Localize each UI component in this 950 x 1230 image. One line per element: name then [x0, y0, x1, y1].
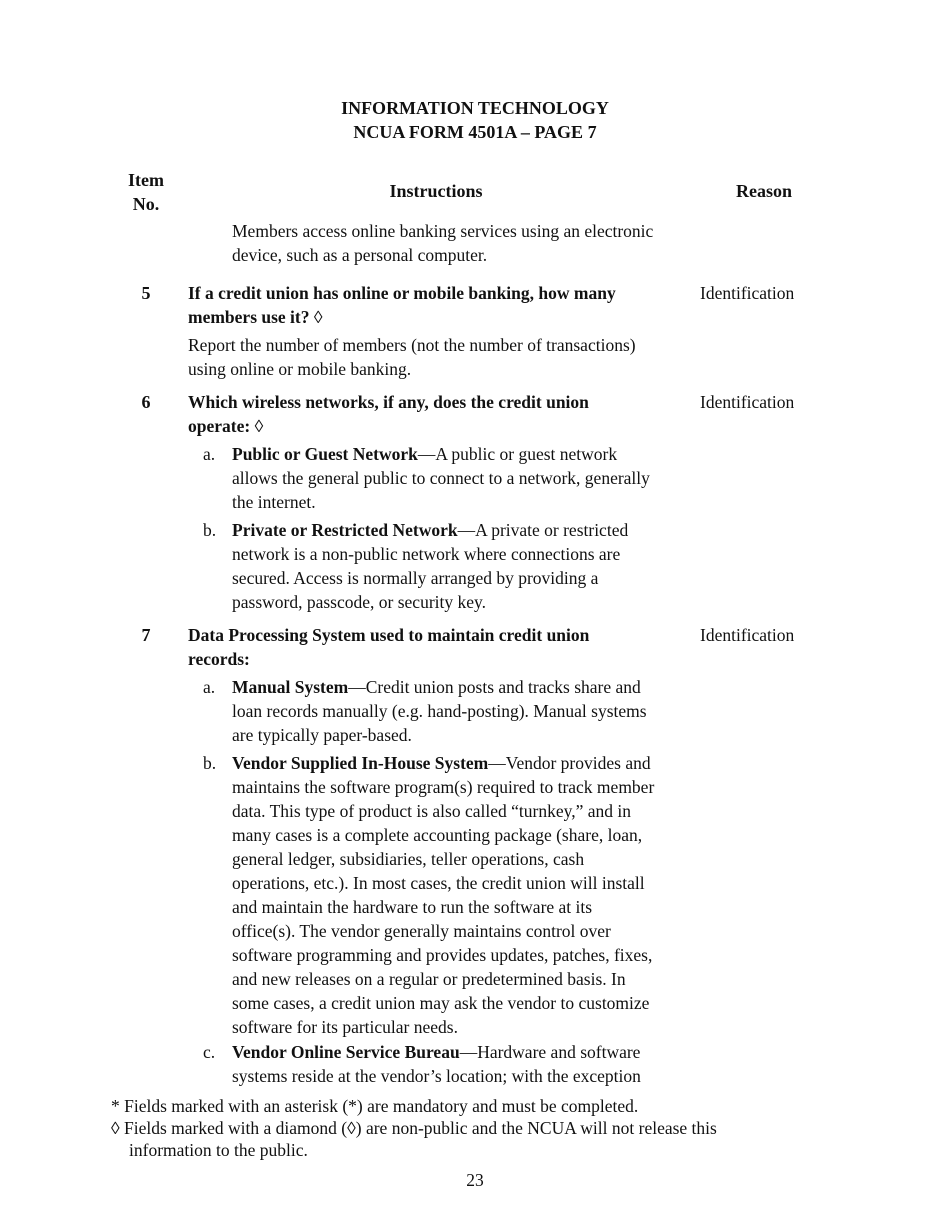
footnote-asterisk: * Fields marked with an asterisk (*) are mandatory and must be completed. [111, 1096, 639, 1116]
item-7-a-term: Manual System [232, 677, 349, 697]
item-7-b-term: Vendor Supplied In-House System [232, 753, 489, 773]
column-header-instructions: Instructions [389, 181, 483, 201]
item-7-reason: Identification [700, 625, 795, 645]
item-7-b-line: operations, etc.). In most cases, the credit union will install [232, 873, 645, 893]
item-7-a-line: loan records manually (e.g. hand-posting). Manual systems [232, 701, 647, 721]
column-header-item-line1: Item [128, 170, 164, 190]
item-7-b-line: office(s). The vendor generally maintains control over [232, 921, 611, 941]
item-7-b-line: many cases is a complete accounting package (share, loan, [232, 825, 643, 845]
item-7-b-line: some cases, a credit union may ask the vendor to customize [232, 993, 650, 1013]
item-7-a-letter: a. [203, 677, 216, 697]
item-5-description-line: Report the number of members (not the number of transactions) [188, 335, 636, 355]
item-6-a-letter: a. [203, 444, 216, 464]
item-7-a-line: are typically paper-based. [232, 725, 412, 745]
item-7-question [188, 623, 589, 671]
page-number: 23 [466, 1170, 484, 1190]
item-7-c-line: —Hardware and software [459, 1042, 641, 1062]
item-6-reason: Identification [700, 392, 795, 412]
item-6-a-line: the internet. [232, 492, 316, 512]
item-7-c-text [232, 1040, 641, 1088]
footnote-diamond-line1: ◊ Fields marked with a diamond (◊) are non-public and the NCUA will not release this [111, 1118, 717, 1138]
item-7-c-line: systems reside at the vendor’s location; with the exception [232, 1066, 641, 1086]
continuation-line: device, such as a personal computer. [232, 245, 488, 265]
item-7-b-line: software programming and provides updates, patches, fixes, [232, 945, 653, 965]
item-6-b-term: Private or Restricted Network [232, 520, 458, 540]
item-7-b-line: and maintain the hardware to run the software at its [232, 897, 593, 917]
item-6-b-line: network is a non-public network where connections are [232, 544, 621, 564]
item-7-a-text [232, 675, 647, 747]
item-6-a-line: allows the general public to connect to a network, generally [232, 468, 650, 488]
item-7-b-text [232, 751, 654, 1039]
item-7-b-letter: b. [203, 753, 217, 773]
item-5-description-line: using online or mobile banking. [188, 359, 412, 379]
item-7-question-line: records: [188, 649, 250, 669]
item-7-c-term: Vendor Online Service Bureau [232, 1042, 460, 1062]
item-5-question [188, 281, 616, 329]
item-7-number: 7 [141, 625, 151, 645]
column-header-reason: Reason [736, 181, 793, 201]
page-title-line1: INFORMATION TECHNOLOGY [341, 98, 609, 118]
item-7-c-letter: c. [203, 1042, 216, 1062]
continuation-text [232, 219, 653, 267]
item-7-b-line: data. This type of product is also called “turnkey,” and in [232, 801, 631, 821]
item-5-number: 5 [141, 283, 151, 303]
item-5-description [188, 333, 636, 381]
item-7-question-line: Data Processing System used to maintain credit union [188, 625, 590, 645]
footnote-diamond-line2: information to the public. [129, 1140, 308, 1160]
page-title-line2: NCUA FORM 4501A – PAGE 7 [353, 122, 597, 142]
item-6-question-line: operate: ◊ [188, 416, 264, 436]
item-6-b-letter: b. [203, 520, 217, 540]
item-7-b-line: and new releases on a regular or predetermined basis. In [232, 969, 626, 989]
item-6-b-line: —A private or restricted [457, 520, 629, 540]
item-6-b-text [232, 518, 628, 614]
item-5-question-line: If a credit union has online or mobile banking, how many [188, 283, 616, 303]
item-6-question-line: Which wireless networks, if any, does the credit union [188, 392, 589, 412]
column-header-item-no [110, 168, 182, 216]
item-6-a-line: —A public or guest network [417, 444, 618, 464]
item-5-question-line: members use it? ◊ [188, 307, 323, 327]
item-6-question [188, 390, 589, 438]
column-header-item-line2: No. [132, 194, 160, 214]
item-7-b-line: software for its particular needs. [232, 1017, 458, 1037]
item-5-reason: Identification [700, 283, 795, 303]
item-6-a-term: Public or Guest Network [232, 444, 418, 464]
item-6-number: 6 [141, 392, 151, 412]
continuation-line: Members access online banking services using an electronic [232, 221, 654, 241]
item-7-b-line: general ledger, subsidiaries, teller operations, cash [232, 849, 585, 869]
item-6-b-line: secured. Access is normally arranged by providing a [232, 568, 599, 588]
item-7-b-line: —Vendor provides and [488, 753, 651, 773]
item-7-a-line: —Credit union posts and tracks share and [348, 677, 641, 697]
item-7-b-line: maintains the software program(s) required to track member [232, 777, 655, 797]
item-6-a-text [232, 442, 650, 514]
item-6-b-line: password, passcode, or security key. [232, 592, 487, 612]
